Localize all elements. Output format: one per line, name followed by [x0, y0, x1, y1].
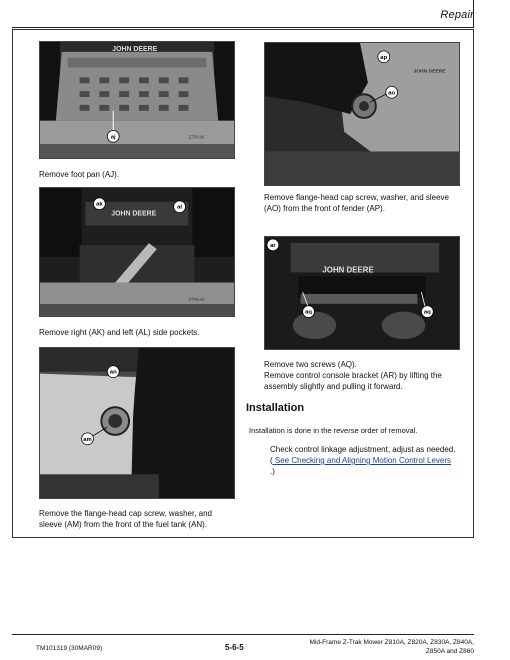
brand-text: JOHN DEERE	[111, 210, 157, 218]
caption-line: assembly slightly and pulling it forward.	[264, 382, 403, 391]
photo-fender	[264, 42, 460, 186]
note-link-prefix: (	[270, 456, 273, 465]
model-text: ZTRAK	[188, 298, 205, 304]
note-link-suffix: .)	[270, 467, 275, 476]
installation-intro: Installation is done in the reverse order of removal.	[249, 426, 418, 435]
caption-line: Remove two screws (AQ).	[264, 360, 357, 369]
photo-console-bracket	[264, 236, 460, 350]
callout-label: aq	[423, 309, 431, 316]
installation-heading: Installation	[246, 402, 305, 414]
photo-side-pockets	[39, 187, 235, 317]
note-link-line	[270, 455, 466, 466]
callout-label: aj	[110, 134, 116, 141]
footer-title-line: Z850A and Z860	[425, 648, 474, 655]
caption-line: Remove control console bracket (AR) by lifting the	[264, 371, 442, 380]
callout-label: al	[177, 204, 183, 211]
header-divider	[473, 0, 474, 27]
footer-title-line: Mid-Frame Z-Trak Mower Z810A, Z820A, Z830A, Z840A,	[309, 639, 474, 646]
note-line: Check control linkage adjustment, adjust as needed.	[270, 445, 456, 454]
callout-label: an	[109, 369, 117, 376]
caption-fender	[264, 192, 460, 214]
caption-console-bracket	[264, 359, 460, 392]
footer-page-number: 5-6-5	[225, 643, 244, 652]
callout-label: am	[83, 436, 92, 443]
callout-label: ak	[96, 201, 103, 208]
callout-label: ao	[388, 90, 396, 97]
model-text: ZTRAK	[188, 135, 205, 141]
caption-line: (AO) from the front of fender (AP).	[264, 204, 385, 213]
motion-control-levers-link[interactable]: See Checking and Aligning Motion Control Levers	[272, 456, 451, 465]
brand-text: JOHN DEERE	[112, 45, 158, 53]
header-rule	[12, 27, 474, 28]
installation-note	[270, 444, 466, 477]
caption-foot-pan: Remove foot pan (AJ).	[39, 170, 120, 179]
callout-label: aq	[305, 309, 313, 316]
section-title: Repair	[440, 9, 474, 21]
brand-text: JOHN DEERE	[413, 69, 446, 75]
callout-label: ap	[380, 54, 388, 61]
caption-line: sleeve (AM) from the front of the fuel tank (AN).	[39, 520, 208, 529]
caption-side-pockets: Remove right (AK) and left (AL) side pockets.	[39, 328, 200, 337]
footer-doc-id: TM101319 (30MAR09)	[36, 645, 103, 652]
caption-fuel-tank	[39, 508, 235, 530]
caption-line: Remove flange-head cap screw, washer, and sleeve	[264, 193, 449, 202]
brand-text: JOHN DEERE	[322, 265, 374, 275]
footer-title	[276, 638, 474, 656]
photo-fuel-tank	[39, 347, 235, 499]
footer-rule	[12, 634, 474, 635]
callout-label: ar	[270, 242, 276, 249]
caption-line: Remove the flange-head cap screw, washer, and	[39, 509, 212, 518]
photo-foot-pan	[39, 41, 235, 159]
